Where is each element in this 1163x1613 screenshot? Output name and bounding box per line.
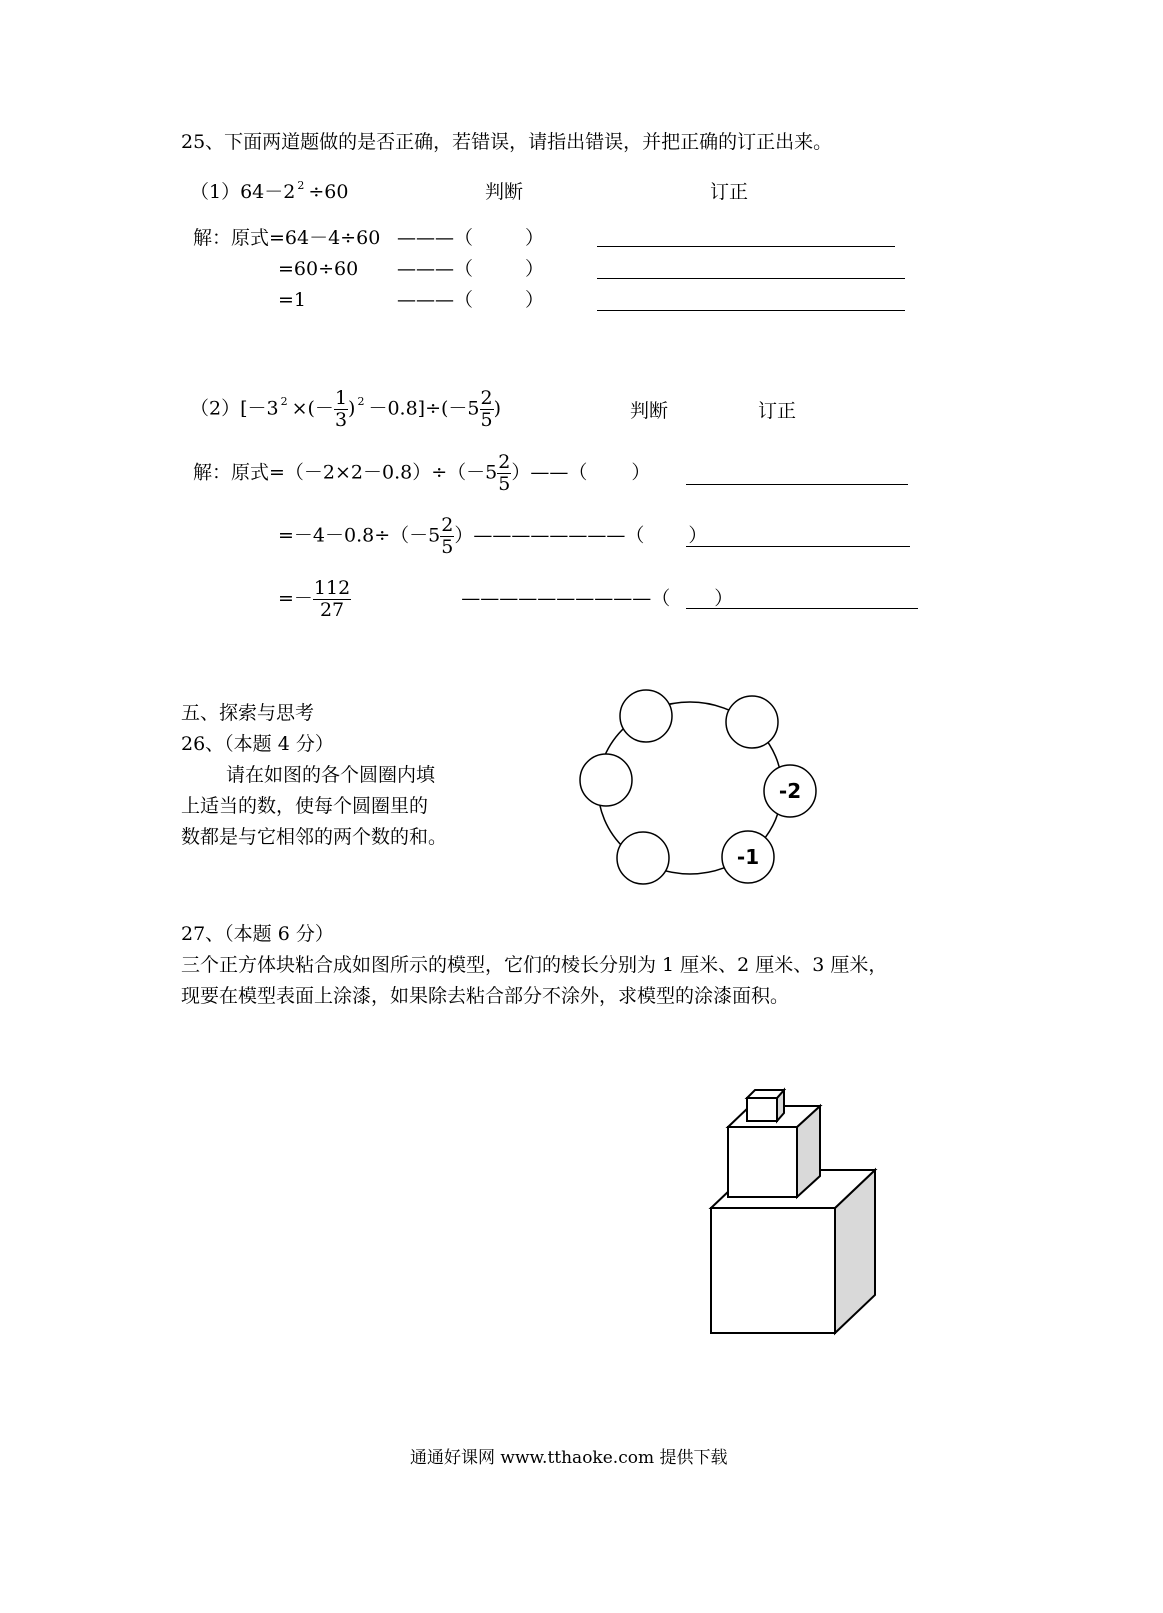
part2-times: ×(－ [291,397,334,420]
part2-step-3: =－ $\frac{112}{27}$ ——————————（ ） [278,577,734,621]
part1-judge-blank-2[interactable]: ———（ ） [397,258,545,280]
part1-correction-line-1[interactable] [597,246,895,247]
stacked-cubes-diagram [700,1080,890,1350]
part1-label: （1）64－2 [190,181,296,203]
part2-mid: －0.8]÷(－5 [368,397,480,420]
q25-part1-expression [190,179,349,203]
q27-text-line-2: 现要在模型表面上涂漆，如果除去粘合部分不涂外，求模型的涂漆面积。 [181,985,790,1007]
part1-step-3: =1 [278,289,307,311]
part1-step-1: 解：原式=64－4÷60 [193,227,381,249]
part1-correct-label: 订正 [710,181,749,203]
part2-correct-label: 订正 [758,400,797,422]
page-footer: 通通好课网 www.tthaoke.com 提供下载 [410,1448,728,1468]
part1-judge-blank-1[interactable]: ———（ ） [397,227,545,249]
q26-text-line-2: 上适当的数，使每个圆圈里的 [181,795,429,817]
q25-title: 25、下面两道题做的是否正确，若错误，请指出错误，并把正确的订正出来。 [181,131,833,153]
part1-exponent: 2 [297,179,305,192]
q27-title: 27、（本题 6 分） [181,923,334,945]
circle-ring-diagram [570,680,830,890]
circle-label-minus-1: -1 [736,845,760,869]
part1-judge-blank-3[interactable]: ———（ ） [397,289,545,311]
part2-lead: （2）[－3 [190,397,279,420]
part1-correction-line-2[interactable] [597,278,905,279]
part1-tail: ÷60 [308,181,349,203]
part2-judge-label: 判断 [630,400,669,422]
part2-step-1: 解：原式=（－2×2－0.8）÷（－5 $\frac{2}{5}$ ）——（ ） [193,451,651,495]
part2-fraction-2: $\frac{2}{5}$ [480,387,493,431]
q27-text-line-1: 三个正方体块粘合成如图所示的模型，它们的棱长分别为 1 厘米、2 厘米、3 厘米， [181,954,888,976]
q26-title: 26、（本题 4 分） [181,733,334,755]
small-cube [747,1090,784,1121]
q26-text-line-1: 请在如图的各个圆圈内填 [226,764,436,786]
part2-exponent-2: 2 [357,395,365,409]
circle-blank-4[interactable] [580,754,632,806]
circle-blank-1[interactable] [620,690,672,742]
part1-judge-label: 判断 [485,181,524,203]
circle-label-minus-2: -2 [778,779,802,803]
section5-title: 五、探索与思考 [181,702,315,724]
circle-blank-3[interactable] [617,832,669,884]
part2-exponent-1: 2 [280,395,288,409]
part1-step-2: =60÷60 [278,258,359,280]
q26-text-line-3: 数都是与它相邻的两个数的和。 [181,826,448,848]
part2-correction-line-2[interactable] [686,546,910,547]
part2-step-2: =－4－0.8÷（－5 $\frac{2}{5}$ ）————————（ ） [278,514,708,558]
part2-fraction-1: $\frac{1}{3}$ [334,387,348,431]
part2-correction-line-1[interactable] [686,484,908,485]
part1-correction-line-3[interactable] [597,310,905,311]
part2-correction-line-3[interactable] [686,608,918,609]
q25-part2-expression: （2）[－3 $^2$ ×(－ $\frac{1}{3}$ ) $^2$ －0.8]÷(－5 $\frac{2}{5}$ ) [190,387,502,431]
circle-blank-2[interactable] [726,696,778,748]
